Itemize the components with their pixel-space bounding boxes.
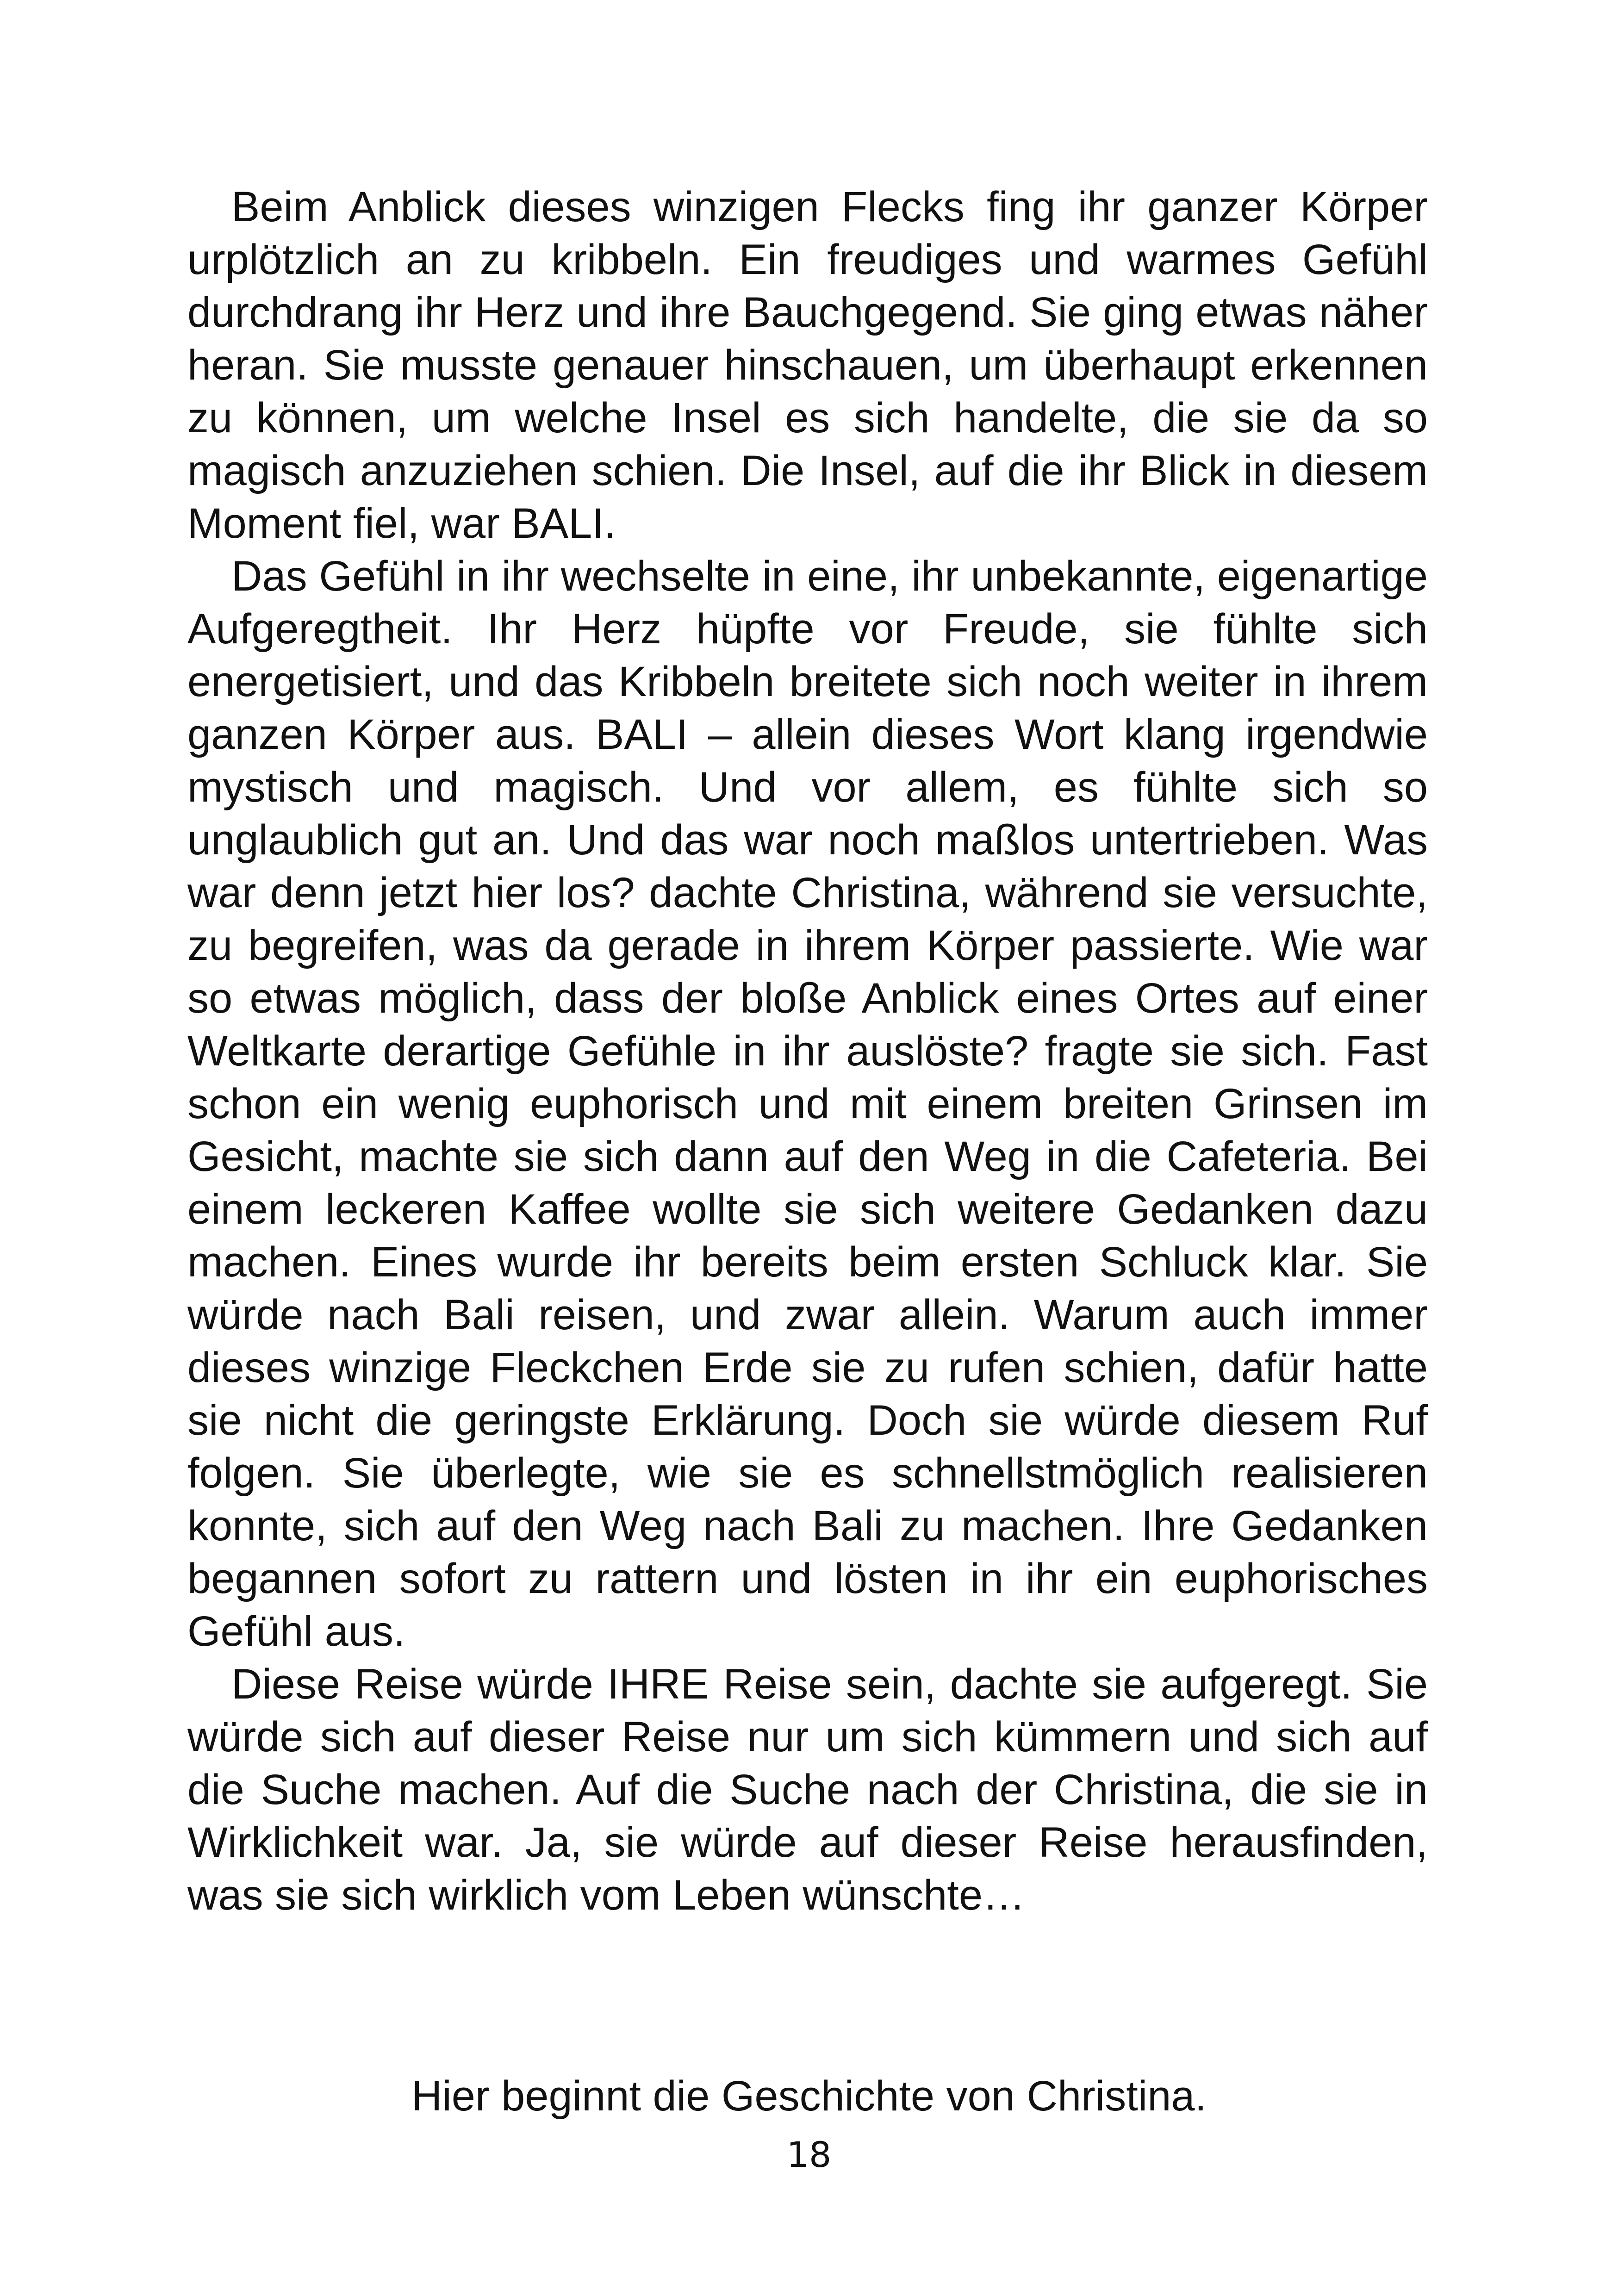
paragraph: Das Gefühl in ihr wechselte in eine, ihr unbekannte, eigenartige Aufgeregtheit. Ihr Herz hüpfte vor Freude, sie fühlte sich energetisiert, und das Kribbeln breitete sich noch weiter in ihrem ganzen Körper aus. BALI – allein dieses Wort klang irgendwie mystisch und magisch. Und vor allem, es fühlte sich so unglaublich gut an. Und das war noch maßlos untertrieben. Was war denn jetzt hier los? dachte Christina, während sie versuchte, zu begreifen, was da gerade in ihrem Körper passierte. Wie war so etwas möglich, dass der bloße Anblick eines Ortes auf einer Weltkarte derartige Gefühle in ihr auslöste? fragte sie sich. Fast schon ein wenig euphorisch und mit einem breiten Grinsen im Gesicht, machte sie sich dann auf den Weg in die Cafeteria. Bei einem leckeren Kaffee wollte sie sich weitere Gedanken dazu machen. Eines wurde ihr bereits beim ersten Schluck klar. Sie würde nach Bali reisen, und zwar allein. Warum auch immer dieses winzige Fleckchen Erde sie zu rufen schien, dafür hatte sie nicht die geringste Erklärung. Doch sie würde diesem Ruf folgen. Sie überlegte, wie sie es schnellstmöglich realisieren konnte, sich auf den Weg nach Bali zu machen. Ihre Gedanken begannen sofort zu rattern und lösten in ihr ein euphorisches Gefühl aus. xyxy=(187,553,1428,1655)
page-number: 18 xyxy=(786,2134,832,2175)
paragraph: Beim Anblick dieses winzigen Flecks fing ihr ganzer Körper urplötzlich an zu kribbeln. Ein freudiges und warmes Gefühl durchdrang ihr Herz und ihre Bauchgegend. Sie ging etwas näher heran. Sie musste genauer hinschauen, um überhaupt erkennen zu können, um welche Insel es sich handelte, die sie da so magisch anzuziehen schien. Die Insel, auf die ihr Blick in diesem Moment fiel, war BALI. xyxy=(187,183,1428,547)
paragraph: Diese Reise würde IHRE Reise sein, dachte sie aufgeregt. Sie würde sich auf dieser Reise nur um sich kümmern und sich auf die Suche machen. Auf die Suche nach der Christina, die sie in Wirklichkeit war. Ja, sie würde auf dieser Reise herausfinden, was sie sich wirklich vom Leben wünschte… xyxy=(187,1661,1428,1919)
body-text xyxy=(187,180,1428,1922)
closing-line: Hier beginnt die Geschichte von Christina. xyxy=(411,2072,1207,2120)
